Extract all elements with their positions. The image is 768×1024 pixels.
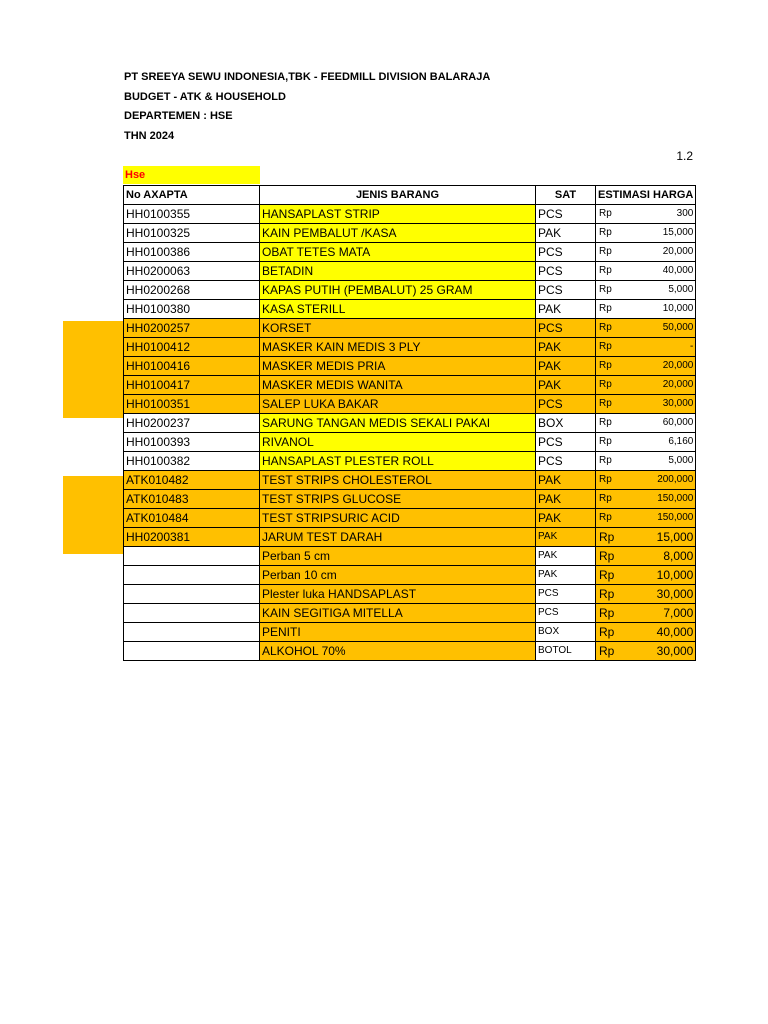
item-unit: PCS [536, 395, 596, 414]
currency-label: Rp [599, 436, 612, 447]
currency-label: Rp [599, 322, 612, 333]
item-name: TEST STRIPSURIC ACID [260, 509, 536, 528]
currency-label: Rp [599, 530, 615, 544]
currency-label: Rp [599, 379, 612, 390]
item-name: Plester luka HANDSAPLAST [260, 585, 536, 604]
item-unit: PAK [536, 300, 596, 319]
table-row [124, 471, 696, 490]
table-row [124, 300, 696, 319]
item-name: Perban 10 cm [260, 566, 536, 585]
item-code: HH0100417 [124, 376, 260, 395]
item-price-cell [596, 319, 696, 338]
item-price: 40,000 [656, 625, 694, 639]
item-unit: PCS [536, 243, 596, 262]
item-code: HH0100412 [124, 338, 260, 357]
table-row [124, 490, 696, 509]
item-code: HH0200237 [124, 414, 260, 433]
item-name: MASKER MEDIS WANITA [260, 376, 536, 395]
item-name: OBAT TETES MATA [260, 243, 536, 262]
item-code: HH0100416 [124, 357, 260, 376]
item-price-cell [596, 566, 696, 585]
item-unit: PCS [536, 319, 596, 338]
table-row [124, 623, 696, 642]
item-code [124, 623, 260, 642]
item-price-cell [596, 300, 696, 319]
currency-label: Rp [599, 246, 612, 257]
budget-title: BUDGET - ATK & HOUSEHOLD [124, 91, 286, 103]
company-title: PT SREEYA SEWU INDONESIA,TBK - FEEDMILL DIVISION BALARAJA [124, 71, 491, 83]
currency-label: Rp [599, 284, 612, 295]
item-unit: BOTOL [536, 642, 596, 661]
table-row [124, 642, 696, 661]
item-code [124, 642, 260, 661]
item-price-cell [596, 395, 696, 414]
item-price: 20,000 [662, 379, 694, 390]
item-name: Perban 5 cm [260, 547, 536, 566]
item-name: TEST STRIPS CHOLESTEROL [260, 471, 536, 490]
currency-label: Rp [599, 303, 612, 314]
item-code: ATK010484 [124, 509, 260, 528]
item-name: BETADIN [260, 262, 536, 281]
currency-label: Rp [599, 549, 615, 563]
table-row [124, 433, 696, 452]
item-price: 300 [676, 208, 694, 219]
item-price: - [690, 341, 694, 352]
item-name: KORSET [260, 319, 536, 338]
table-row [124, 376, 696, 395]
item-code: HH0100351 [124, 395, 260, 414]
item-code: HH0200257 [124, 319, 260, 338]
currency-label: Rp [599, 360, 612, 371]
item-unit: PCS [536, 585, 596, 604]
currency-label: Rp [599, 208, 612, 219]
item-name: MASKER MEDIS PRIA [260, 357, 536, 376]
item-name: ALKOHOL 70% [260, 642, 536, 661]
item-price: 6,160 [668, 436, 694, 447]
item-code: HH0100355 [124, 205, 260, 224]
item-code: ATK010482 [124, 471, 260, 490]
item-price-cell [596, 452, 696, 471]
item-name: PENITI [260, 623, 536, 642]
table-row [124, 357, 696, 376]
item-unit: PAK [536, 509, 596, 528]
item-name: KAIN SEGITIGA MITELLA [260, 604, 536, 623]
table-row [124, 585, 696, 604]
item-price-cell [596, 376, 696, 395]
item-name: SARUNG TANGAN MEDIS SEKALI PAKAI [260, 414, 536, 433]
currency-label: Rp [599, 341, 612, 352]
item-unit: PCS [536, 452, 596, 471]
section-label: Hse [123, 166, 260, 184]
item-unit: PAK [536, 338, 596, 357]
item-code: HH0100380 [124, 300, 260, 319]
item-price: 30,000 [656, 644, 694, 658]
item-price-cell [596, 604, 696, 623]
item-price-cell [596, 357, 696, 376]
currency-label: Rp [599, 644, 615, 658]
item-unit: PCS [536, 433, 596, 452]
item-code [124, 566, 260, 585]
item-price-cell [596, 585, 696, 604]
item-price-cell [596, 281, 696, 300]
table-row [124, 395, 696, 414]
item-price: 5,000 [668, 284, 694, 295]
item-unit: PCS [536, 262, 596, 281]
item-price: 15,000 [656, 530, 694, 544]
table-row [124, 243, 696, 262]
item-name: KAIN PEMBALUT /KASA [260, 224, 536, 243]
item-code: HH0100325 [124, 224, 260, 243]
item-price: 200,000 [657, 474, 694, 485]
col-header-price: ESTIMASI HARGA [596, 186, 696, 205]
item-code: HH0100382 [124, 452, 260, 471]
item-unit: PAK [536, 376, 596, 395]
table-row [124, 319, 696, 338]
item-unit: PAK [536, 566, 596, 585]
item-code: HH0200381 [124, 528, 260, 547]
item-price-cell [596, 262, 696, 281]
item-price: 150,000 [657, 493, 694, 504]
item-price-cell [596, 243, 696, 262]
item-name: SALEP LUKA BAKAR [260, 395, 536, 414]
orange-side-band [63, 321, 124, 418]
item-unit: PCS [536, 281, 596, 300]
item-price-cell [596, 471, 696, 490]
item-price-cell [596, 205, 696, 224]
table-header-row [124, 186, 696, 205]
table-row [124, 224, 696, 243]
currency-label: Rp [599, 512, 612, 523]
department-title: DEPARTEMEN : HSE [124, 110, 233, 122]
year-title: THN 2024 [124, 130, 175, 142]
item-name: KASA STERILL [260, 300, 536, 319]
item-code: HH0200063 [124, 262, 260, 281]
item-unit: PCS [536, 604, 596, 623]
item-unit: PAK [536, 547, 596, 566]
item-code [124, 547, 260, 566]
table-row [124, 281, 696, 300]
currency-label: Rp [599, 625, 615, 639]
item-name: HANSAPLAST PLESTER ROLL [260, 452, 536, 471]
item-code [124, 604, 260, 623]
item-price: 30,000 [662, 398, 694, 409]
table-row [124, 566, 696, 585]
item-price: 50,000 [662, 322, 694, 333]
item-code [124, 585, 260, 604]
table-row [124, 604, 696, 623]
item-price-cell [596, 414, 696, 433]
item-price-cell [596, 528, 696, 547]
item-unit: PCS [536, 205, 596, 224]
currency-label: Rp [599, 455, 612, 466]
item-name: JARUM TEST DARAH [260, 528, 536, 547]
table-row [124, 262, 696, 281]
currency-label: Rp [599, 265, 612, 276]
item-price: 10,000 [656, 568, 694, 582]
item-price: 40,000 [662, 265, 694, 276]
item-price-cell [596, 338, 696, 357]
item-code: HH0100386 [124, 243, 260, 262]
item-name: KAPAS PUTIH (PEMBALUT) 25 GRAM [260, 281, 536, 300]
item-price: 20,000 [662, 246, 694, 257]
currency-label: Rp [599, 568, 615, 582]
table-row [124, 452, 696, 471]
item-price: 60,000 [662, 417, 694, 428]
item-code: ATK010483 [124, 490, 260, 509]
item-name: TEST STRIPS GLUCOSE [260, 490, 536, 509]
table-row [124, 338, 696, 357]
item-unit: PAK [536, 528, 596, 547]
table-row [124, 528, 696, 547]
col-header-name: JENIS BARANG [260, 186, 536, 205]
currency-label: Rp [599, 474, 612, 485]
item-unit: PAK [536, 357, 596, 376]
col-header-unit: SAT [536, 186, 596, 205]
item-name: HANSAPLAST STRIP [260, 205, 536, 224]
item-name: RIVANOL [260, 433, 536, 452]
currency-label: Rp [599, 493, 612, 504]
item-unit: PAK [536, 224, 596, 243]
table-row [124, 414, 696, 433]
table-row [124, 509, 696, 528]
budget-table [123, 185, 696, 661]
item-unit: PAK [536, 471, 596, 490]
item-code: HH0100393 [124, 433, 260, 452]
item-price-cell [596, 490, 696, 509]
item-price-cell [596, 509, 696, 528]
currency-label: Rp [599, 606, 615, 620]
item-name: MASKER KAIN MEDIS 3 PLY [260, 338, 536, 357]
item-price: 10,000 [662, 303, 694, 314]
item-price-cell [596, 433, 696, 452]
item-price: 8,000 [663, 549, 694, 563]
item-price: 15,000 [662, 227, 694, 238]
item-unit: BOX [536, 414, 596, 433]
item-price-cell [596, 623, 696, 642]
currency-label: Rp [599, 227, 612, 238]
version-number: 1.2 [676, 149, 693, 163]
item-unit: PAK [536, 490, 596, 509]
item-unit: BOX [536, 623, 596, 642]
currency-label: Rp [599, 417, 612, 428]
item-price-cell [596, 224, 696, 243]
col-header-code: No AXAPTA [124, 186, 260, 205]
item-price-cell [596, 547, 696, 566]
item-price: 30,000 [656, 587, 694, 601]
item-price: 7,000 [663, 606, 694, 620]
table-row [124, 547, 696, 566]
item-price: 5,000 [668, 455, 694, 466]
item-price: 20,000 [662, 360, 694, 371]
item-code: HH0200268 [124, 281, 260, 300]
item-price-cell [596, 642, 696, 661]
item-price: 150,000 [657, 512, 694, 523]
currency-label: Rp [599, 587, 615, 601]
table-row [124, 205, 696, 224]
orange-side-band [63, 476, 124, 554]
currency-label: Rp [599, 398, 612, 409]
